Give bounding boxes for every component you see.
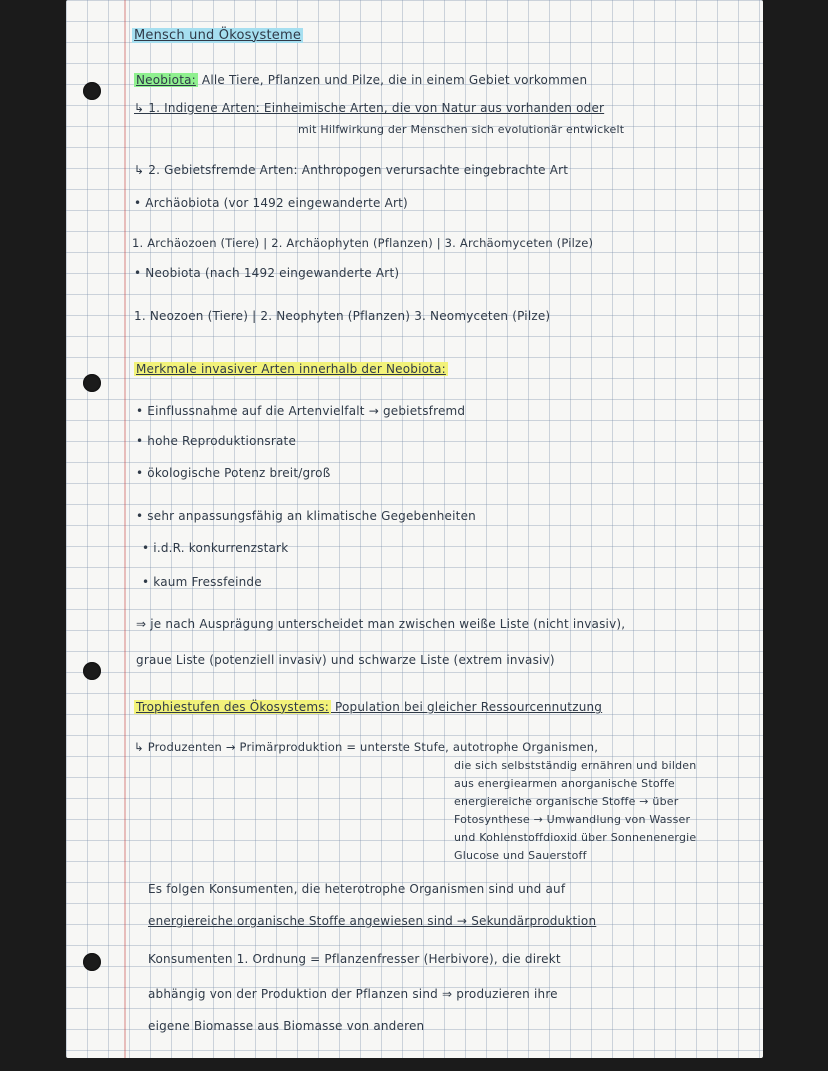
note-text: ↳ Produzenten → Primärproduktion = unterste Stufe, autotrophe Organismen, bbox=[134, 740, 599, 754]
note-text: • Einflussnahme auf die Artenvielfalt → gebietsfremd bbox=[136, 404, 466, 418]
note-line bbox=[134, 740, 598, 754]
note-text: Glucose und Sauerstoff bbox=[454, 849, 587, 862]
note-line bbox=[134, 163, 568, 177]
note-text: abhängig von der Produktion der Pflanzen sind ⇒ produzieren ihre bbox=[148, 987, 558, 1001]
note-text: • kaum Fressfeinde bbox=[142, 575, 262, 589]
page-title bbox=[132, 28, 303, 43]
note-line bbox=[454, 849, 587, 862]
punch-hole bbox=[83, 374, 101, 392]
note-text: ↳ 2. Gebietsfremde Arten: Anthropogen verursachte eingebrachte Art bbox=[134, 163, 569, 177]
note-text: die sich selbstständig ernähren und bilden bbox=[454, 759, 697, 772]
note-line bbox=[148, 1019, 424, 1033]
note-line bbox=[148, 987, 558, 1001]
note-text: • Archäobiota (vor 1492 eingewanderte Art) bbox=[134, 196, 408, 210]
note-line bbox=[134, 266, 399, 280]
note-line bbox=[134, 362, 448, 376]
note-line bbox=[136, 434, 296, 448]
note-line bbox=[136, 509, 476, 523]
note-line bbox=[142, 575, 262, 589]
note-line bbox=[136, 466, 330, 480]
note-line bbox=[134, 700, 602, 714]
note-text: • hohe Reproduktionsrate bbox=[136, 434, 297, 448]
note-text: Fotosynthese → Umwandlung von Wasser bbox=[454, 813, 691, 826]
note-text: • ökologische Potenz breit/groß bbox=[136, 466, 331, 480]
note-line bbox=[454, 813, 690, 826]
punch-hole bbox=[83, 953, 101, 971]
note-text: Alle Tiere, Pflanzen und Pilze, die in einem Gebiet vorkommen bbox=[197, 73, 588, 87]
note-text: und Kohlenstoffdioxid über Sonnenenergie bbox=[454, 831, 697, 844]
note-line bbox=[454, 759, 696, 772]
note-text: Konsumenten 1. Ordnung = Pflanzenfresser (Herbivore), die direkt bbox=[148, 952, 561, 966]
notebook-page bbox=[66, 0, 763, 1058]
note-line bbox=[134, 196, 408, 210]
page-title-text: Mensch und Ökosysteme bbox=[134, 28, 302, 43]
note-text: energiereiche organische Stoffe → über bbox=[454, 795, 679, 808]
note-text: graue Liste (potenziell invasiv) und schwarze Liste (extrem invasiv) bbox=[136, 653, 555, 667]
note-line bbox=[454, 777, 675, 790]
note-line bbox=[134, 73, 587, 87]
margin-line bbox=[124, 0, 126, 1058]
section-heading: Merkmale invasiver Arten innerhalb der Neobiota: bbox=[136, 362, 446, 376]
note-text: energiereiche organische Stoffe angewiesen sind → Sekundärproduktion bbox=[148, 914, 597, 928]
note-text: • sehr anpassungsfähig an klimatische Gegebenheiten bbox=[136, 509, 476, 523]
note-line bbox=[142, 541, 288, 555]
note-line bbox=[136, 404, 465, 418]
note-line bbox=[148, 952, 561, 966]
note-text: Es folgen Konsumenten, die heterotrophe Organismen sind und auf bbox=[148, 882, 566, 896]
note-line bbox=[454, 831, 696, 844]
note-text: ↳ 1. Indigene Arten: Einheimische Arten, die von Natur aus vorhanden oder bbox=[134, 101, 605, 115]
note-text: • Neobiota (nach 1492 eingewanderte Art) bbox=[134, 266, 400, 280]
punch-hole bbox=[83, 662, 101, 680]
note-line bbox=[136, 617, 625, 631]
note-line bbox=[132, 236, 593, 250]
punch-hole bbox=[83, 82, 101, 100]
note-line bbox=[136, 653, 555, 667]
note-text: 1. Neozoen (Tiere) | 2. Neophyten (Pflanzen) 3. Neomyceten (Pilze) bbox=[134, 309, 551, 323]
note-line bbox=[134, 309, 550, 323]
note-text: 1. Archäozoen (Tiere) | 2. Archäophyten (Pflanzen) | 3. Archäomyceten (Pilze) bbox=[132, 236, 594, 250]
note-line bbox=[148, 882, 565, 896]
note-text: aus energiearmen anorganische Stoffe bbox=[454, 777, 675, 790]
note-text: mit Hilfwirkung der Menschen sich evolutionär entwickelt bbox=[298, 123, 625, 136]
note-text: • i.d.R. konkurrenzstark bbox=[142, 541, 289, 555]
note-text: ⇒ je nach Ausprägung unterscheidet man zwischen weiße Liste (nicht invasiv), bbox=[136, 617, 626, 631]
note-line bbox=[134, 101, 604, 115]
note-line bbox=[454, 795, 678, 808]
note-text: eigene Biomasse aus Biomasse von anderen bbox=[148, 1019, 425, 1033]
section-heading: Trophiestufen des Ökosystems: bbox=[136, 700, 329, 714]
note-text: Population bei gleicher Ressourcennutzung bbox=[330, 700, 603, 714]
note-line bbox=[298, 123, 624, 136]
neobiota-term: Neobiota: bbox=[136, 73, 196, 87]
note-line bbox=[148, 914, 596, 928]
